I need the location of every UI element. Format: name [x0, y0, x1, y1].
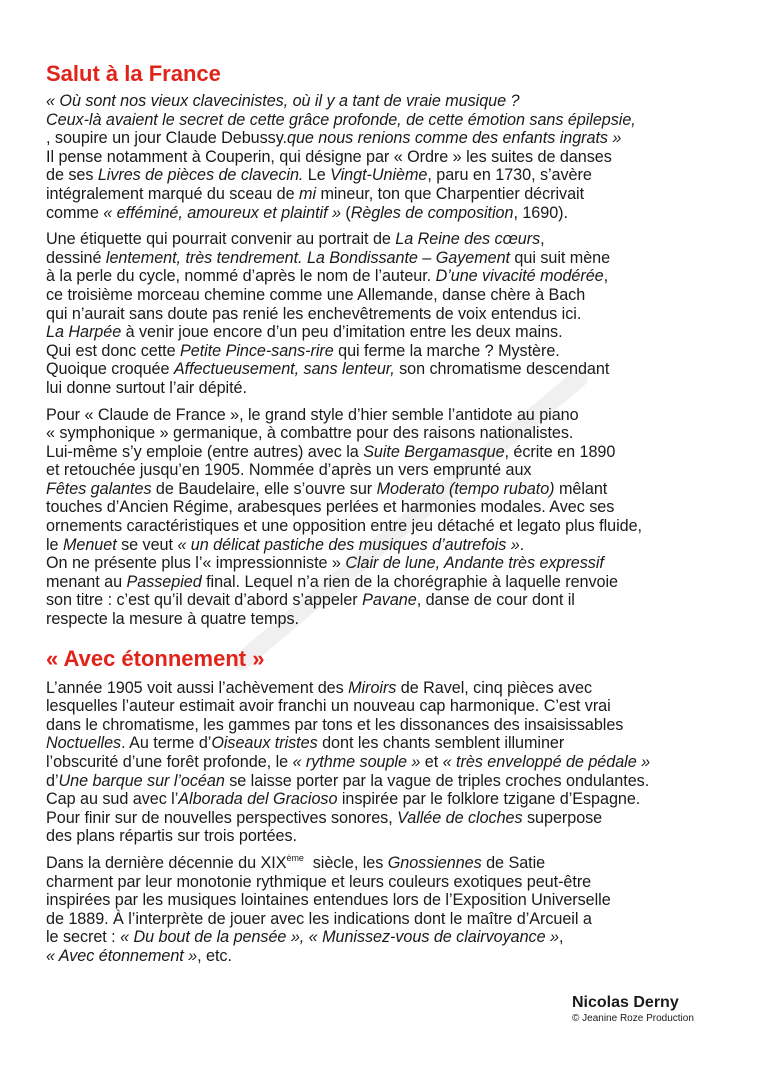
text-run: ce troisième morceau chemine comme une Allemande, danse chère à Bach [46, 285, 586, 304]
text-line [46, 591, 736, 610]
italic-run: Clair de lune, Andante très expressif [345, 554, 604, 573]
text-run: inspirée par le folklore tzigane d’Espagne. [337, 790, 641, 809]
text-line [46, 286, 736, 305]
text-run: de 1889. À l’interprète de jouer avec les indications dont le maître d’Arcueil a [46, 909, 592, 928]
italic-run: lentement, très tendrement. La Bondissante – Gayement [105, 248, 510, 267]
text-run: et [420, 753, 443, 771]
text-run: L’année 1905 voit aussi l’achèvement des [46, 678, 349, 697]
italic-run: Vingt-Unième [330, 166, 428, 185]
text-run: , [558, 928, 564, 947]
italic-run: que nous renions comme des enfants ingrats » [287, 129, 622, 148]
text-line [46, 928, 736, 947]
text-line [46, 461, 736, 480]
text-line [46, 148, 736, 167]
text-line [46, 92, 736, 111]
paragraph [46, 230, 736, 397]
text-run: final. Lequel n’a rien de la chorégraphie à laquelle renvoie [201, 572, 618, 591]
text-line [46, 185, 736, 204]
italic-run: « très enveloppé de pédale » [442, 753, 651, 771]
text-run: , écrite en 1890 [504, 442, 616, 461]
text-line [46, 809, 736, 828]
signature-block [572, 993, 722, 1025]
text-run: menant au [46, 572, 127, 591]
text-run: dans le chromatisme, les gammes par tons et les dissonances des insaisissables [46, 715, 624, 734]
text-line [46, 379, 736, 398]
text-line [46, 406, 736, 425]
italic-run: Oiseaux tristes [211, 734, 318, 753]
text-run: siècle, les [303, 853, 388, 872]
italic-run: Suite Bergamasque [363, 442, 505, 461]
text-run: , danse de cour dont il [416, 591, 575, 610]
document-body [46, 60, 736, 974]
italic-run: Règles de composition [350, 203, 514, 222]
text-run: le [46, 535, 63, 554]
text-line [46, 323, 736, 342]
text-run: Cap au sud avec l’ [46, 790, 179, 809]
text-run: , 1690). [513, 203, 568, 222]
text-run: à venir joue encore d’un peu d’imitation entre les deux mains. [121, 323, 563, 342]
text-run: touches d’Ancien Régime, arabesques perlées et harmonies modales. Avec ses [46, 498, 615, 517]
text-line [46, 910, 736, 929]
text-run: à la perle du cycle, nommé d’après le nom de l’auteur. [46, 267, 436, 286]
text-line [46, 610, 736, 629]
text-run: . [519, 535, 525, 554]
text-run: superpose [522, 808, 603, 827]
text-run: Le [303, 166, 331, 185]
text-line [46, 424, 736, 443]
text-line [46, 166, 736, 185]
text-run: son titre : c’est qu’il devait d’abord s’appeler [46, 591, 363, 610]
italic-run: Miroirs [348, 678, 397, 697]
text-run: Dans la dernière décennie du XIX [46, 853, 287, 872]
text-run: dont les chants semblent illuminer [317, 734, 565, 753]
text-run: l’obscurité d’une forêt profonde, le [46, 753, 293, 771]
text-line [46, 573, 736, 592]
text-line [46, 716, 736, 735]
text-line [46, 129, 736, 148]
italic-run: La Reine des cœurs [395, 230, 541, 249]
text-run: , etc. [197, 946, 232, 965]
superscript: ème [286, 852, 304, 863]
text-run: de ses [46, 166, 98, 185]
text-run: Il pense notamment à Couperin, qui désigne par « Ordre » les suites de danses [46, 147, 612, 166]
italic-run: D’une vivacité modérée [435, 267, 604, 286]
text-run: On ne présente plus l’« impressionniste » [46, 554, 346, 573]
text-run: dessiné [46, 248, 106, 267]
text-line [46, 772, 736, 791]
text-line [46, 790, 736, 809]
italic-run: « rythme souple » [292, 753, 421, 771]
italic-run: mi [299, 184, 316, 203]
author-name: Nicolas Derny [572, 994, 679, 1011]
text-run: le secret : [46, 928, 121, 947]
text-run: d’ [46, 771, 59, 790]
italic-run: Pavane [362, 591, 417, 610]
paragraph [46, 854, 736, 966]
text-line [46, 267, 736, 286]
text-run: comme [46, 203, 104, 222]
text-run: , [603, 267, 609, 286]
text-line [46, 554, 736, 573]
italic-run: Fêtes galantes [46, 479, 152, 498]
italic-run: Alborada del Gracioso [178, 790, 338, 809]
text-run: , paru en 1730, s’avère [427, 166, 592, 185]
text-line [46, 827, 736, 846]
italic-run: Petite Pince-sans-rire [180, 341, 334, 360]
text-line [46, 679, 736, 698]
text-line [46, 891, 736, 910]
text-run: Pour « Claude de France », le grand style d’hier semble l’antidote au piano [46, 405, 579, 424]
text-run: Qui est donc cette [46, 341, 181, 360]
text-line [46, 854, 736, 873]
section-title-salut: Salut à la France [46, 61, 221, 86]
text-line [46, 111, 736, 130]
italic-run: Vallée de cloches [397, 808, 523, 827]
text-line [46, 480, 736, 499]
text-line [46, 360, 736, 379]
copyright: © Jeanine Roze Production [572, 1013, 694, 1024]
text-line [46, 305, 736, 324]
text-run: de Satie [481, 853, 546, 872]
text-run: de Ravel, cinq pièces avec [396, 678, 593, 697]
italic-run: « un délicat pastiche des musiques d’autrefois » [177, 535, 520, 554]
text-run: « symphonique » germanique, à combattre pour des raisons nationalistes. [46, 424, 574, 443]
text-line [46, 873, 736, 892]
text-line [46, 498, 736, 517]
text-run: mineur, ton que Charpentier décrivait [316, 184, 585, 203]
text-run: qui ferme la marche ? Mystère. [333, 341, 560, 360]
text-run: lui donne surtout l’air dépité. [46, 378, 247, 397]
italic-run: La Harpée [46, 323, 122, 342]
text-run: qui n’aurait sans doute pas renié les enchevêtrements de voix entendus ici. [46, 304, 582, 323]
text-run: se laisse porter par la vague de triples croches ondulantes. [224, 771, 650, 790]
text-run: ( [340, 203, 351, 222]
text-run: des plans répartis sur trois portées. [46, 827, 297, 846]
text-line [46, 230, 736, 249]
italic-run: Une barque sur l’océan [58, 771, 225, 790]
paragraph [46, 406, 736, 629]
text-run: Quoique croquée [46, 360, 174, 379]
text-line [46, 517, 736, 536]
text-run: son chromatisme descendant [394, 360, 610, 379]
section-title-avec-etonnement: « Avec étonnement » [46, 645, 265, 671]
text-run: Une étiquette qui pourrait convenir au portrait de [46, 230, 396, 249]
paragraph [46, 679, 736, 846]
text-run: mêlant [554, 479, 608, 498]
text-run: charment par leur monotonie rythmique et leurs couleurs exotiques peut-être [46, 872, 592, 891]
text-run: lesquelles l’auteur estimait avoir franchi un nouveau cap harmonique. C’est vrai [46, 697, 611, 716]
text-line [46, 249, 736, 268]
italic-run: « Avec étonnement » [46, 946, 198, 965]
text-line [46, 342, 736, 361]
text-run: qui suit mène [509, 248, 611, 267]
italic-run: Livres de pièces de clavecin. [97, 166, 304, 185]
text-line [46, 697, 736, 716]
text-line [46, 734, 736, 753]
text-run: ornements caractéristiques et une opposition entre jeu détaché et legato plus fluide, [46, 517, 642, 536]
text-run: respecte la mesure à quatre temps. [46, 610, 299, 629]
text-run: , soupire un jour Claude Debussy. [46, 129, 287, 148]
text-run: intégralement marqué du sceau de [46, 184, 300, 203]
text-line [46, 204, 736, 223]
text-line [46, 947, 736, 966]
italic-run: Ceux-là avaient le secret de cette grâce profonde, de cette émotion sans épilepsie, [46, 110, 636, 129]
text-run: , [540, 230, 545, 249]
italic-run: Gnossiennes [387, 853, 482, 872]
text-run: Pour finir sur de nouvelles perspectives sonores, [46, 808, 398, 827]
italic-run: « Du bout de la pensée », « Munissez-vous de clairvoyance » [120, 928, 559, 947]
text-run: . Au terme d’ [121, 734, 212, 753]
text-line [46, 753, 736, 772]
italic-run: Noctuelles [46, 734, 122, 753]
text-run: inspirées par les musiques lointaines entendues lors de l’Exposition Universelle [46, 891, 611, 910]
italic-run: Affectueusement, sans lenteur, [173, 360, 395, 379]
italic-run: « Où sont nos vieux clavecinistes, où il y a tant de vraie musique ? [46, 92, 520, 110]
italic-run: « efféminé, amoureux et plaintif » [103, 203, 341, 222]
text-line [46, 536, 736, 555]
italic-run: Menuet [62, 535, 117, 554]
text-run: se veut [116, 535, 178, 554]
paragraph [46, 92, 736, 222]
text-run: et retouchée jusqu’en 1905. Nommée d’après un vers emprunté aux [46, 461, 532, 480]
italic-run: Moderato (tempo rubato) [376, 479, 555, 498]
text-run: de Baudelaire, elle s’ouvre sur [151, 479, 377, 498]
italic-run: Passepied [126, 572, 202, 591]
text-run: Lui-même s’y emploie (entre autres) avec la [46, 442, 364, 461]
text-line [46, 443, 736, 462]
